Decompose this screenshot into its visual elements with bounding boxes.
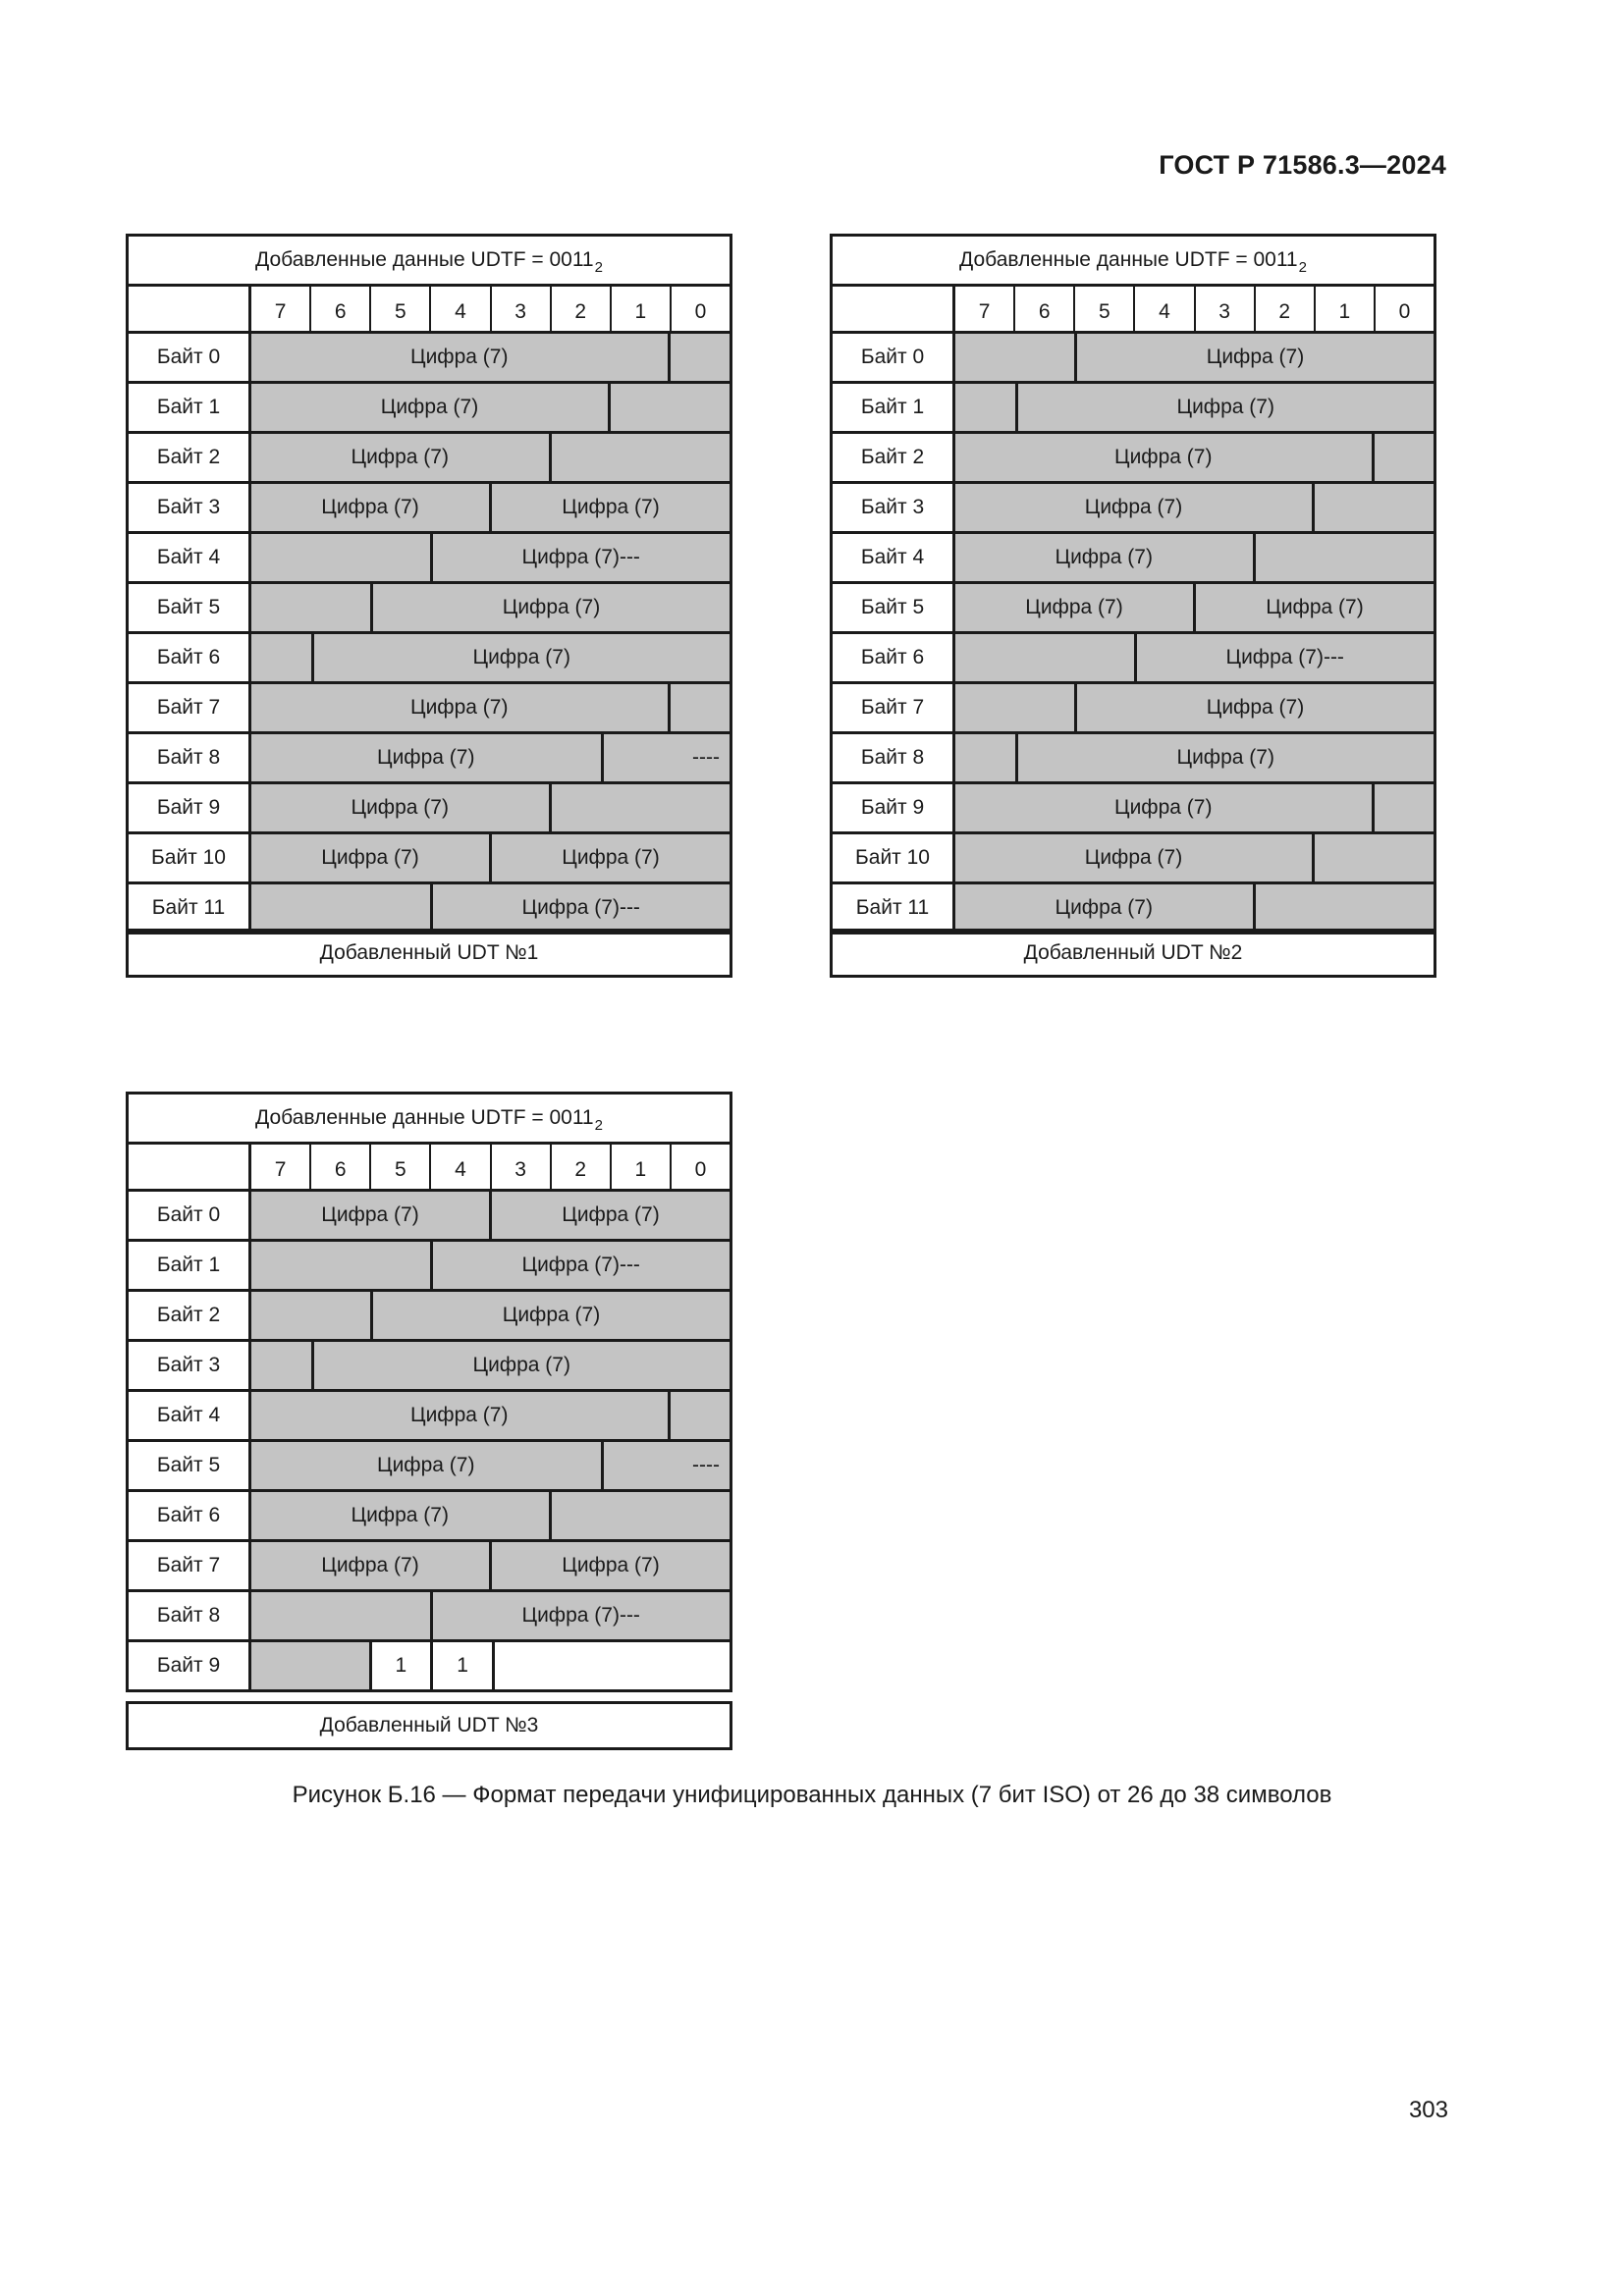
field-segment: Цифра (7)--- bbox=[433, 1592, 731, 1639]
page-number: 303 bbox=[1408, 2097, 1448, 2123]
empty-segment bbox=[955, 684, 1077, 731]
figure-caption: Рисунок Б.16 — Формат передачи унифицированных данных (7 бит ISO) от 26 до 38 символов bbox=[292, 1782, 1332, 1808]
byte-segments bbox=[251, 784, 730, 831]
byte-row bbox=[833, 484, 1434, 534]
empty-segment bbox=[671, 684, 731, 731]
byte-segments bbox=[251, 1392, 730, 1439]
byte-label: Байт 6 bbox=[833, 634, 955, 681]
byte-row bbox=[129, 684, 730, 734]
byte-segments bbox=[251, 1592, 730, 1639]
byte-segments bbox=[251, 584, 730, 631]
table-title bbox=[833, 237, 1434, 287]
bit-label: 4 bbox=[431, 287, 491, 331]
byte-segments bbox=[955, 534, 1434, 581]
byte-label: Байт 7 bbox=[129, 1542, 251, 1589]
byte-row bbox=[129, 1242, 730, 1292]
empty-segment bbox=[251, 1242, 433, 1289]
byte-label: Байт 9 bbox=[129, 1642, 251, 1689]
byte-label: Байт 6 bbox=[129, 1492, 251, 1539]
byte-segments bbox=[251, 834, 730, 881]
byte-label: Байт 9 bbox=[129, 784, 251, 831]
empty-segment bbox=[552, 1492, 731, 1539]
field-segment: Цифра (7) bbox=[955, 584, 1196, 631]
field-segment: Цифра (7) bbox=[251, 334, 671, 381]
byte-row bbox=[129, 1642, 730, 1689]
table-title-text: Добавленные данные UDTF = 0011 bbox=[255, 1106, 594, 1129]
udt-caption-2: Добавленный UDT №2 bbox=[830, 929, 1436, 978]
bit-label: 1 bbox=[612, 1145, 672, 1189]
empty-segment bbox=[611, 384, 730, 431]
byte-row bbox=[833, 884, 1434, 932]
bit-label: 0 bbox=[1398, 299, 1411, 323]
field-segment: Цифра (7) bbox=[1077, 684, 1434, 731]
field-segment: Цифра (7) bbox=[955, 834, 1315, 881]
byte-row bbox=[129, 884, 730, 932]
byte-segments bbox=[955, 634, 1434, 681]
byte-segments bbox=[251, 1192, 730, 1239]
corner-cell bbox=[129, 1145, 251, 1189]
byte-segments bbox=[955, 884, 1434, 932]
byte-segments bbox=[251, 384, 730, 431]
byte-segments bbox=[955, 484, 1434, 531]
bit-label: 7 bbox=[251, 287, 311, 331]
bit-label: 7 bbox=[251, 1145, 311, 1189]
byte-segments bbox=[251, 634, 730, 681]
field-segment: Цифра (7) bbox=[1018, 384, 1435, 431]
empty-segment bbox=[955, 734, 1018, 781]
bit-label: 6 bbox=[1015, 287, 1075, 331]
bit-labels bbox=[955, 287, 1434, 331]
bit-label: 3 bbox=[492, 1145, 552, 1189]
byte-label: Байт 2 bbox=[129, 434, 251, 481]
bit-header-row bbox=[129, 1145, 730, 1192]
document-header: ГОСТ Р 71586.3—2024 bbox=[1159, 150, 1446, 180]
field-segment: ---- bbox=[604, 1442, 731, 1489]
bit-label: 7 bbox=[955, 287, 1015, 331]
corner-cell bbox=[129, 287, 251, 331]
bit-label: 1 bbox=[612, 287, 672, 331]
bit-label: 2 bbox=[552, 287, 612, 331]
byte-row bbox=[833, 734, 1434, 784]
field-segment: Цифра (7) bbox=[251, 834, 492, 881]
byte-label: Байт 2 bbox=[833, 434, 955, 481]
byte-label: Байт 1 bbox=[833, 384, 955, 431]
byte-row bbox=[129, 1542, 730, 1592]
empty-segment bbox=[495, 1642, 730, 1689]
bit-label: 4 bbox=[1135, 287, 1195, 331]
byte-row bbox=[833, 334, 1434, 384]
field-segment: Цифра (7) bbox=[955, 884, 1256, 932]
bit-label: 3 bbox=[1196, 287, 1256, 331]
field-segment: Цифра (7) bbox=[251, 1442, 604, 1489]
bit-label: 1 bbox=[1316, 287, 1376, 331]
byte-segments bbox=[251, 534, 730, 581]
field-segment: Цифра (7) bbox=[251, 734, 604, 781]
byte-segments bbox=[251, 1492, 730, 1539]
udt-table-3 bbox=[126, 1092, 732, 1692]
empty-segment bbox=[1375, 434, 1435, 481]
field-segment: Цифра (7) bbox=[314, 1342, 731, 1389]
byte-row bbox=[129, 784, 730, 834]
empty-segment bbox=[251, 884, 433, 932]
byte-segments bbox=[955, 334, 1434, 381]
udt-caption-3: Добавленный UDT №3 bbox=[126, 1701, 732, 1750]
field-segment: Цифра (7) bbox=[1077, 334, 1434, 381]
empty-segment bbox=[552, 434, 731, 481]
byte-segments bbox=[251, 484, 730, 531]
byte-row bbox=[129, 484, 730, 534]
bit-header-row bbox=[833, 287, 1434, 334]
field-segment: Цифра (7) bbox=[251, 1392, 671, 1439]
udt-table-1 bbox=[126, 234, 732, 934]
field-segment: Цифра (7) bbox=[373, 584, 730, 631]
field-segment: Цифра (7) bbox=[251, 434, 552, 481]
empty-segment bbox=[251, 534, 433, 581]
byte-row bbox=[833, 434, 1434, 484]
empty-segment bbox=[955, 384, 1018, 431]
byte-segments bbox=[955, 684, 1434, 731]
byte-row bbox=[833, 784, 1434, 834]
field-segment: ---- bbox=[604, 734, 731, 781]
byte-label: Байт 5 bbox=[833, 584, 955, 631]
empty-segment bbox=[251, 1342, 314, 1389]
bit-label: 2 bbox=[552, 1145, 612, 1189]
table-title-text: Добавленные данные UDTF = 0011 bbox=[959, 248, 1298, 271]
byte-label: Байт 2 bbox=[129, 1292, 251, 1339]
bit-label: 0 bbox=[694, 299, 707, 323]
bit-label: 5 bbox=[1075, 287, 1135, 331]
field-segment: Цифра (7) bbox=[955, 484, 1315, 531]
bit-labels bbox=[251, 1145, 730, 1189]
byte-row bbox=[129, 1592, 730, 1642]
byte-label: Байт 3 bbox=[129, 484, 251, 531]
byte-row bbox=[129, 1342, 730, 1392]
bit-header-row bbox=[129, 287, 730, 334]
byte-label: Байт 5 bbox=[129, 1442, 251, 1489]
empty-segment bbox=[251, 1592, 433, 1639]
byte-label: Байт 3 bbox=[833, 484, 955, 531]
field-segment: Цифра (7) bbox=[314, 634, 731, 681]
byte-row bbox=[129, 1192, 730, 1242]
empty-segment bbox=[955, 334, 1077, 381]
empty-segment bbox=[1375, 784, 1435, 831]
byte-segments bbox=[955, 584, 1434, 631]
field-segment: Цифра (7) bbox=[251, 784, 552, 831]
byte-segments bbox=[251, 1542, 730, 1589]
byte-label: Байт 8 bbox=[129, 734, 251, 781]
field-segment: 1 bbox=[372, 1642, 434, 1689]
corner-cell bbox=[833, 287, 955, 331]
byte-label: Байт 11 bbox=[833, 884, 955, 932]
bit-label: 3 bbox=[492, 287, 552, 331]
field-segment: Цифра (7) bbox=[251, 1492, 552, 1539]
byte-row bbox=[833, 834, 1434, 884]
bit-label: 6 bbox=[311, 1145, 371, 1189]
byte-label: Байт 9 bbox=[833, 784, 955, 831]
byte-row bbox=[129, 584, 730, 634]
table-title bbox=[129, 237, 730, 287]
bit-labels bbox=[251, 287, 730, 331]
byte-row bbox=[129, 534, 730, 584]
byte-segments bbox=[251, 884, 730, 932]
field-segment: Цифра (7) bbox=[955, 434, 1375, 481]
byte-label: Байт 4 bbox=[833, 534, 955, 581]
byte-row bbox=[129, 734, 730, 784]
byte-label: Байт 8 bbox=[129, 1592, 251, 1639]
byte-label: Байт 1 bbox=[129, 384, 251, 431]
field-segment: Цифра (7) bbox=[955, 534, 1256, 581]
byte-segments bbox=[955, 384, 1434, 431]
bit-label: 4 bbox=[431, 1145, 491, 1189]
empty-segment bbox=[251, 1292, 373, 1339]
byte-label: Байт 0 bbox=[833, 334, 955, 381]
field-segment: Цифра (7) bbox=[251, 684, 671, 731]
byte-segments bbox=[955, 784, 1434, 831]
field-segment: Цифра (7) bbox=[251, 1192, 492, 1239]
byte-row bbox=[129, 1442, 730, 1492]
field-segment: Цифра (7) bbox=[251, 484, 492, 531]
field-segment: Цифра (7)--- bbox=[433, 534, 731, 581]
empty-segment bbox=[1315, 484, 1434, 531]
field-segment: Цифра (7) bbox=[955, 784, 1375, 831]
empty-segment bbox=[1315, 834, 1434, 881]
bit-label: 5 bbox=[371, 1145, 431, 1189]
byte-segments bbox=[251, 334, 730, 381]
byte-label: Байт 1 bbox=[129, 1242, 251, 1289]
byte-row bbox=[833, 534, 1434, 584]
byte-row bbox=[129, 334, 730, 384]
empty-segment bbox=[671, 1392, 731, 1439]
byte-label: Байт 10 bbox=[129, 834, 251, 881]
field-segment: Цифра (7) bbox=[492, 1192, 730, 1239]
byte-row bbox=[833, 684, 1434, 734]
byte-segments bbox=[251, 734, 730, 781]
field-segment: Цифра (7) bbox=[492, 1542, 730, 1589]
byte-label: Байт 7 bbox=[129, 684, 251, 731]
empty-segment bbox=[251, 1642, 372, 1689]
byte-label: Байт 3 bbox=[129, 1342, 251, 1389]
field-segment: Цифра (7) bbox=[251, 384, 611, 431]
byte-row bbox=[833, 584, 1434, 634]
table-title-text: Добавленные данные UDTF = 0011 bbox=[255, 248, 594, 271]
byte-label: Байт 6 bbox=[129, 634, 251, 681]
byte-label: Байт 8 bbox=[833, 734, 955, 781]
byte-segments bbox=[251, 1242, 730, 1289]
field-segment: Цифра (7) bbox=[373, 1292, 730, 1339]
field-segment: Цифра (7) bbox=[1196, 584, 1434, 631]
udt-table-2 bbox=[830, 234, 1436, 934]
byte-row bbox=[129, 384, 730, 434]
byte-label: Байт 11 bbox=[129, 884, 251, 932]
empty-segment bbox=[251, 634, 314, 681]
table-title bbox=[129, 1095, 730, 1145]
field-segment: Цифра (7) bbox=[251, 1542, 492, 1589]
empty-segment bbox=[955, 634, 1137, 681]
byte-label: Байт 0 bbox=[129, 1192, 251, 1239]
field-segment: Цифра (7) bbox=[1018, 734, 1435, 781]
bit-label: 6 bbox=[311, 287, 371, 331]
byte-label: Байт 0 bbox=[129, 334, 251, 381]
field-segment: Цифра (7)--- bbox=[433, 1242, 731, 1289]
byte-row bbox=[129, 1492, 730, 1542]
bit-label: 0 bbox=[694, 1157, 707, 1181]
byte-label: Байт 4 bbox=[129, 1392, 251, 1439]
byte-label: Байт 10 bbox=[833, 834, 955, 881]
byte-segments bbox=[251, 434, 730, 481]
byte-row bbox=[129, 834, 730, 884]
byte-segments bbox=[251, 1642, 730, 1689]
table-title-subscript: 2 bbox=[594, 1116, 603, 1134]
byte-label: Байт 7 bbox=[833, 684, 955, 731]
byte-row bbox=[129, 634, 730, 684]
byte-row bbox=[833, 384, 1434, 434]
byte-row bbox=[129, 434, 730, 484]
byte-row bbox=[129, 1292, 730, 1342]
field-segment: Цифра (7)--- bbox=[1137, 634, 1435, 681]
byte-row bbox=[129, 1392, 730, 1442]
byte-segments bbox=[955, 834, 1434, 881]
table-title-subscript: 2 bbox=[594, 258, 603, 276]
byte-row bbox=[833, 634, 1434, 684]
bit-label: 2 bbox=[1256, 287, 1316, 331]
byte-label: Байт 4 bbox=[129, 534, 251, 581]
byte-segments bbox=[251, 1442, 730, 1489]
field-segment: Цифра (7) bbox=[492, 484, 730, 531]
byte-segments bbox=[251, 1292, 730, 1339]
byte-segments bbox=[955, 734, 1434, 781]
field-segment: Цифра (7)--- bbox=[433, 884, 731, 932]
empty-segment bbox=[1256, 534, 1435, 581]
byte-label: Байт 5 bbox=[129, 584, 251, 631]
table-title-subscript: 2 bbox=[1298, 258, 1307, 276]
byte-segments bbox=[251, 1342, 730, 1389]
empty-segment bbox=[1256, 884, 1435, 932]
byte-segments bbox=[955, 434, 1434, 481]
empty-segment bbox=[251, 584, 373, 631]
byte-segments bbox=[251, 684, 730, 731]
empty-segment bbox=[671, 334, 731, 381]
bit-label: 5 bbox=[371, 287, 431, 331]
udt-caption-1: Добавленный UDT №1 bbox=[126, 929, 732, 978]
field-segment: 1 bbox=[433, 1642, 495, 1689]
empty-segment bbox=[552, 784, 731, 831]
field-segment: Цифра (7) bbox=[492, 834, 730, 881]
